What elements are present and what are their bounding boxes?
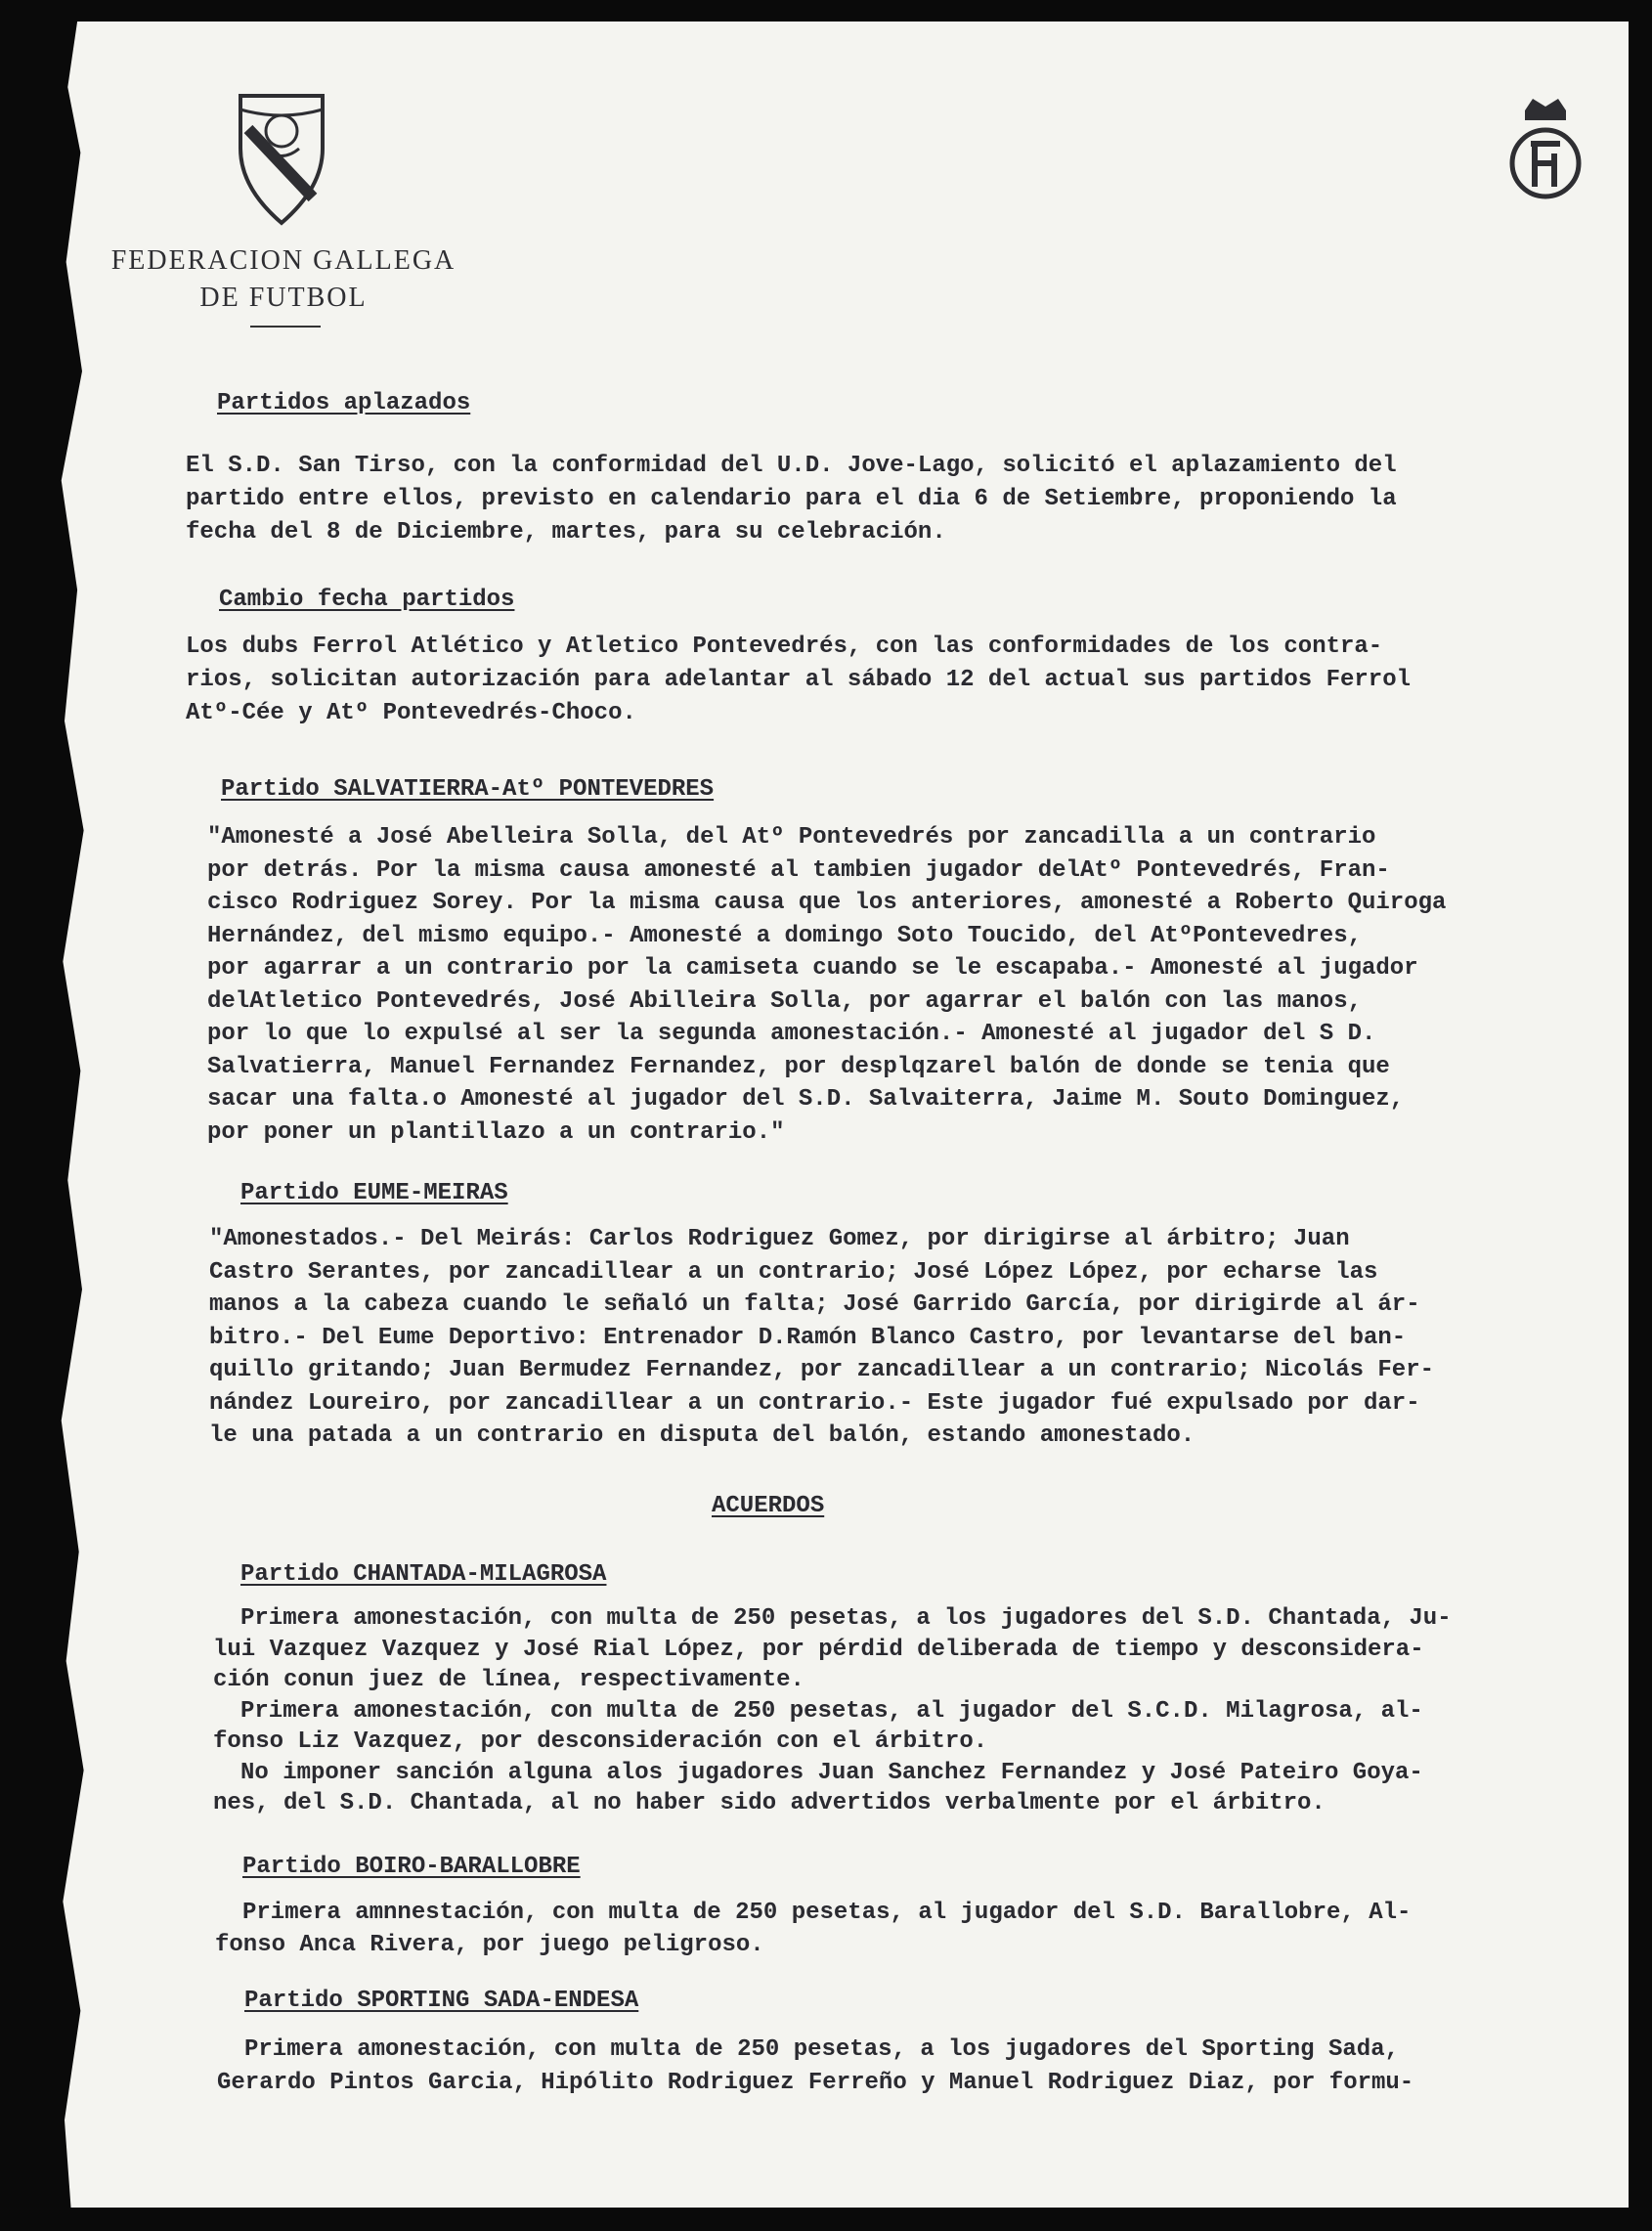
text-line: "Amonesté a José Abelleira Solla, del Atº Pontevedrés por zancadilla a un contrario — [207, 824, 1376, 851]
text-line: partido entre ellos, previsto en calendario para el dia 6 de Setiembre, proponiendo la — [186, 486, 1397, 512]
text-line: cisco Rodriguez Sorey. Por la misma causa que los anteriores, amonesté a Roberto Quiroga — [207, 890, 1447, 916]
section-body — [213, 1603, 1452, 1819]
text-line: Castro Serantes, por zancadillear a un contrario; José López López, por echarse las — [209, 1258, 1378, 1286]
section-eume-meiras — [240, 1177, 508, 1210]
text-line: por detrás. Por la misma causa amonesté al tambien jugador delAtº Pontevedrés, Fran- — [207, 856, 1390, 884]
federation-name-line-1: FEDERACION GALLEGA — [110, 245, 456, 276]
text-line: Primera amonestación, con multa de 250 pesetas, al jugador del S.C.D. Milagrosa, al- — [240, 1697, 1423, 1725]
section-heading: Partido EUME-MEIRAS — [240, 1180, 508, 1206]
text-line: quillo gritando; Juan Bermudez Fernandez, por zancadillear a un contrario; Nicolás Fer- — [209, 1357, 1435, 1383]
section-body — [207, 821, 1446, 1149]
text-line: Primera amonestación, con multa de 250 pesetas, a los jugadores del S.D. Chantada, Ju- — [240, 1605, 1452, 1632]
text-line: bitro.- Del Eume Deportivo: Entrenador D.Ramón Blanco Castro, por levantarse del ban- — [209, 1324, 1407, 1351]
acuerdos-heading — [712, 1490, 824, 1523]
text-line: le una patada a un contrario en disputa del balón, estando amonestado. — [209, 1422, 1196, 1449]
text-line: Primera amnnestación, con multa de 250 pesetas, al jugador del S.D. Barallobre, Al- — [242, 1900, 1412, 1926]
text-line: lui Vazquez Vazquez y José Rial López, por pérdid deliberada de tiempo y desconsidera- — [213, 1636, 1424, 1663]
section-heading: ACUERDOS — [712, 1493, 825, 1519]
section-cambio-fecha — [219, 584, 514, 617]
section-heading: Partido CHANTADA-MILAGROSA — [240, 1561, 607, 1588]
text-line: nes, del S.D. Chantada, al no haber sido advertidos verbalmente por el árbitro. — [213, 1790, 1326, 1816]
section-salvatierra — [221, 773, 714, 807]
text-line: rios, solicitan autorización para adelantar al sábado 12 del actual sus partidos Ferrol — [186, 667, 1412, 693]
text-line: por agarrar a un contrario por la camiseta cuando se le escapaba.- Amonesté al jugador — [207, 955, 1418, 982]
text-line: Hernández, del mismo equipo.- Amonesté a domingo Soto Toucido, del AtºPontevedres, — [207, 922, 1362, 949]
text-line: "Amonestados.- Del Meirás: Carlos Rodriguez Gomez, por dirigirse al árbitro; Juan — [209, 1226, 1350, 1252]
text-line: fecha del 8 de Diciembre, martes, para su celebración. — [186, 519, 946, 546]
text-line: No imponer sanción alguna alos jugadores Juan Sanchez Fernandez y José Pateiro Goya- — [240, 1759, 1423, 1786]
text-line: El S.D. San Tirso, con la conformidad del U.D. Jove-Lago, solicitó el aplazamiento del — [186, 453, 1397, 479]
text-line: por poner un plantillazo a un contrario." — [207, 1118, 785, 1146]
text-line: Salvatierra, Manuel Fernandez Fernandez, por desplqzarel balón de donde se tenia que — [207, 1053, 1390, 1080]
section-body — [215, 1897, 1411, 1961]
text-line: nández Loureiro, por zancadillear a un contrario.- Este jugador fué expulsado por dar- — [209, 1389, 1420, 1417]
text-line: Gerardo Pintos Garcia, Hipólito Rodriguez Ferreño y Manuel Rodriguez Diaz, por formu- — [217, 2070, 1414, 2096]
text-line: Los dubs Ferrol Atlético y Atletico Pontevedrés, con las conformidades de los contra- — [186, 634, 1383, 660]
text-line: manos a la cabeza cuando le señaló un falta; José Garrido García, por dirigirde al ár- — [209, 1291, 1420, 1318]
federation-name — [88, 242, 479, 317]
section-heading: Partido SPORTING SADA-ENDESA — [244, 1988, 639, 2014]
section-boiro-barallobre — [242, 1851, 581, 1884]
text-line: sacar una falta.o Amonesté al jugador del S.D. Salvaiterra, Jaime M. Souto Dominguez, — [207, 1086, 1405, 1113]
section-body — [186, 631, 1411, 730]
section-heading: Partido SALVATIERRA-Atº PONTEVEDRES — [221, 776, 715, 803]
section-sporting-sada-endesa — [244, 1985, 638, 2018]
header-divider — [250, 326, 321, 328]
section-chantada-milagrosa — [240, 1558, 606, 1592]
federation-shield-icon — [235, 90, 328, 227]
text-line: por lo que lo expulsé al ser la segunda amonestación.- Amonesté al jugador del S D. — [207, 1021, 1376, 1047]
section-body — [217, 2034, 1413, 2100]
section-partidos-aplazados — [217, 387, 470, 420]
crowned-crest-icon — [1503, 93, 1587, 205]
federation-name-line-2: DE FUTBOL — [199, 283, 368, 313]
section-body — [186, 450, 1397, 549]
section-heading: Partidos aplazados — [217, 390, 471, 416]
text-line: fonso Anca Rivera, por juego peligroso. — [215, 1932, 764, 1958]
section-body — [209, 1223, 1434, 1453]
section-heading: Partido BOIRO-BARALLOBRE — [242, 1854, 581, 1880]
text-line: Atº-Cée y Atº Pontevedrés-Choco. — [186, 700, 636, 726]
text-line: ción conun juez de línea, respectivamente. — [213, 1667, 804, 1693]
text-line: Primera amonestación, con multa de 250 pesetas, a los jugadores del Sporting Sada, — [244, 2036, 1399, 2063]
text-line: delAtletico Pontevedrés, José Abilleira Solla, por agarrar el balón con las manos, — [207, 987, 1362, 1015]
section-heading: Cambio fecha partidos — [219, 587, 515, 613]
text-line: fonso Liz Vazquez, por desconsideración con el árbitro. — [213, 1728, 988, 1755]
